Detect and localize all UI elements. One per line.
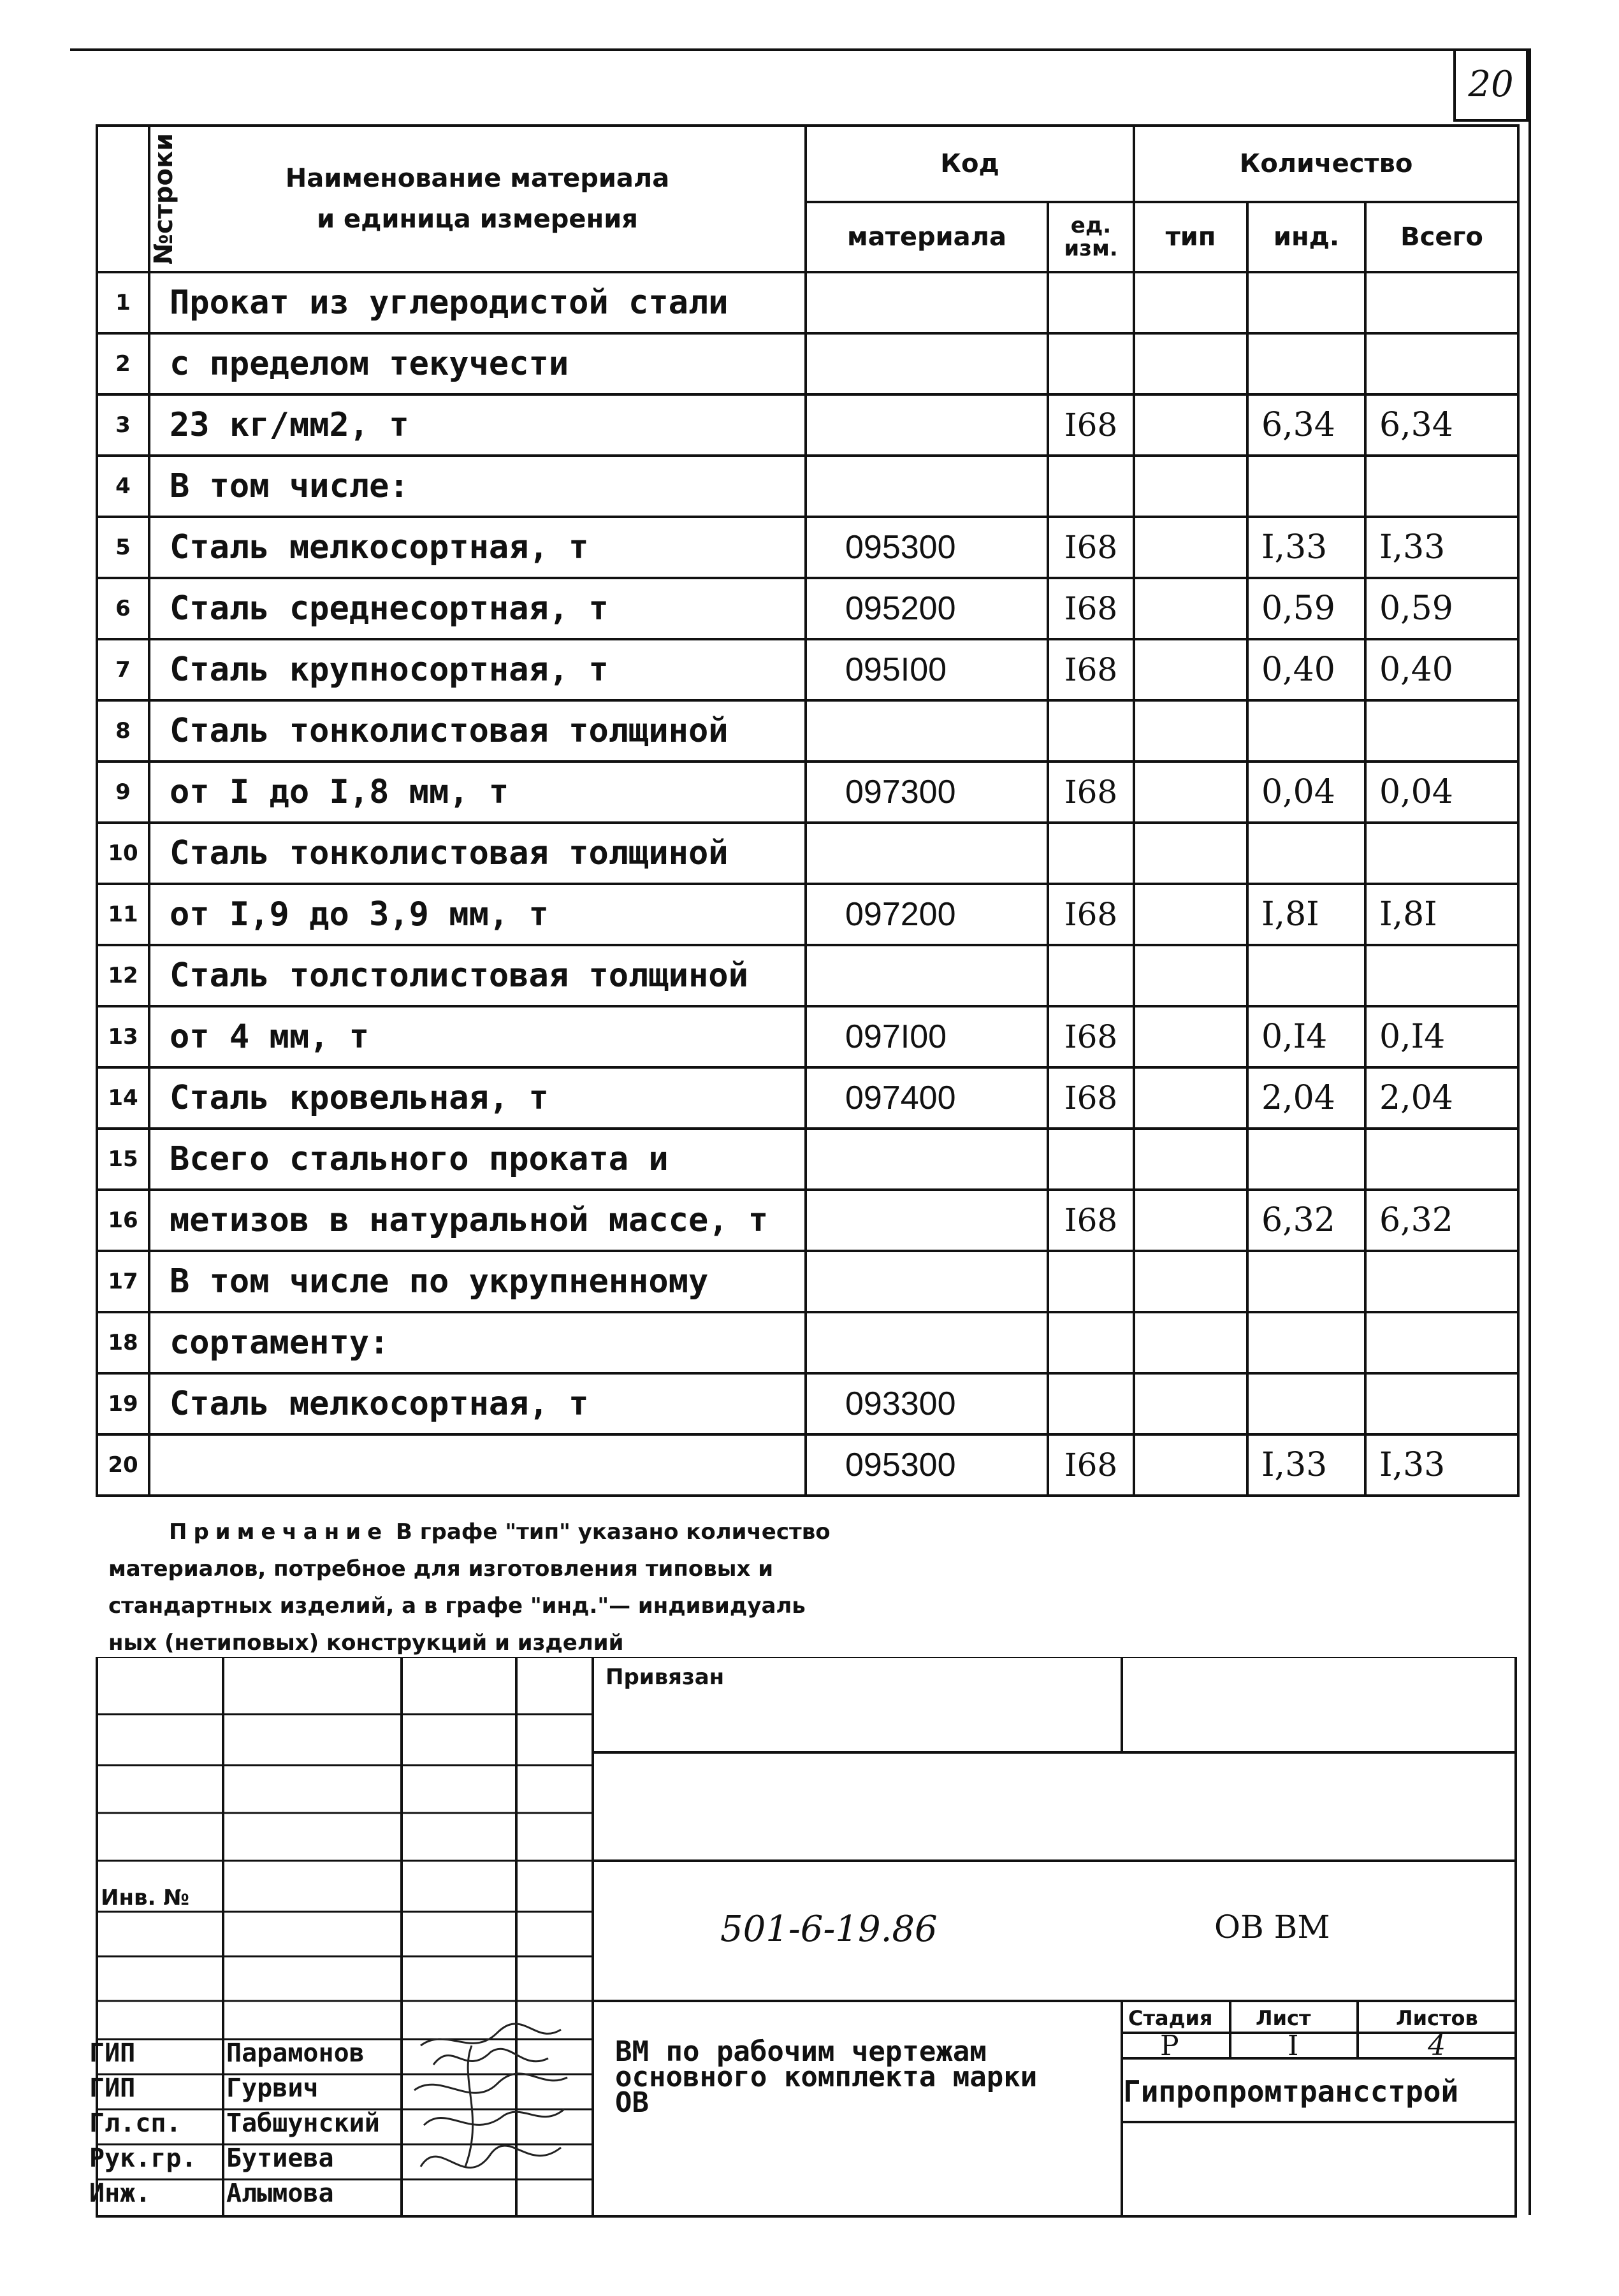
stage-value: Р — [1160, 2030, 1179, 2062]
material-name: от 4 мм, т — [149, 1006, 806, 1067]
document-mark: ОВ ВМ — [1214, 1909, 1330, 1946]
row-number: 10 — [97, 823, 149, 884]
quantity-typ — [1134, 700, 1247, 762]
unit-code: I68 — [1048, 517, 1134, 578]
row-number: 17 — [97, 1251, 149, 1312]
material-name: метизов в натуральной массе, т — [149, 1190, 806, 1251]
sheet-label: Лист — [1256, 2006, 1311, 2030]
unit-code: I68 — [1048, 394, 1134, 456]
quantity-typ — [1134, 1129, 1247, 1190]
quantity-total: 0,04 — [1365, 762, 1518, 823]
quantity-ind: 0,40 — [1247, 639, 1365, 700]
quantity-typ — [1134, 639, 1247, 700]
material-code: 097200 — [806, 884, 1048, 945]
material-name: Сталь мелкосортная, т — [149, 517, 806, 578]
unit-code: I68 — [1048, 1067, 1134, 1129]
quantity-total: 6,32 — [1365, 1190, 1518, 1251]
table-row — [97, 762, 1518, 823]
quantity-ind: I,8I — [1247, 884, 1365, 945]
quantity-typ — [1134, 762, 1247, 823]
name-header: Наименование материала и единица измерения — [149, 126, 806, 272]
ind-header: инд. — [1247, 202, 1365, 272]
inventory-number-label: Инв. № — [101, 1885, 190, 1910]
quantity-total — [1365, 823, 1518, 884]
material-name: от I,9 до 3,9 мм, т — [149, 884, 806, 945]
row-number: 19 — [97, 1373, 149, 1434]
row-number: 2 — [97, 333, 149, 394]
material-code — [806, 700, 1048, 762]
sheet-value: I — [1288, 2030, 1299, 2062]
quantity-total — [1365, 333, 1518, 394]
quantity-typ — [1134, 333, 1247, 394]
material-code-header: материала — [806, 202, 1048, 272]
note — [108, 1513, 1511, 1661]
quantity-typ — [1134, 1251, 1247, 1312]
quantity-ind: I,33 — [1247, 1434, 1365, 1496]
typ-header: тип — [1134, 202, 1247, 272]
unit-code — [1048, 333, 1134, 394]
total-header: Всего — [1365, 202, 1518, 272]
unit-code — [1048, 700, 1134, 762]
document-title-line-3: ОВ — [615, 2086, 649, 2119]
signer-name: Парамонов — [226, 2039, 365, 2068]
row-number: 4 — [97, 456, 149, 517]
row-number: 11 — [97, 884, 149, 945]
material-code — [806, 333, 1048, 394]
table-row — [97, 394, 1518, 456]
material-code — [806, 1251, 1048, 1312]
quantity-ind — [1247, 1312, 1365, 1373]
table-row — [97, 333, 1518, 394]
unit-code — [1048, 272, 1134, 333]
quantity-typ — [1134, 272, 1247, 333]
material-code: 093300 — [806, 1373, 1048, 1434]
document-title-line-2: основного комплекта марки — [615, 2061, 1038, 2093]
unit-code: I68 — [1048, 578, 1134, 639]
row-number: 18 — [97, 1312, 149, 1373]
material-name: 23 кг/мм2, т — [149, 394, 806, 456]
quantity-total — [1365, 272, 1518, 333]
material-name: Сталь тонколистовая толщиной — [149, 700, 806, 762]
quantity-total — [1365, 1251, 1518, 1312]
signer-role: ГИП — [89, 2074, 136, 2103]
material-code — [806, 823, 1048, 884]
material-code: 097400 — [806, 1067, 1048, 1129]
signer-name: Гурвич — [226, 2074, 319, 2103]
material-code: 097I00 — [806, 1006, 1048, 1067]
material-code — [806, 945, 1048, 1006]
unit-code — [1048, 1373, 1134, 1434]
quantity-total — [1365, 1312, 1518, 1373]
table-row — [97, 1006, 1518, 1067]
row-number-header: №строки — [97, 126, 149, 272]
document-title — [615, 2035, 1038, 2119]
row-number: 13 — [97, 1006, 149, 1067]
material-name: Сталь толстолистовая толщиной — [149, 945, 806, 1006]
quantity-typ — [1134, 1434, 1247, 1496]
note-line-2: материалов, потребное для изготовления типовых и — [108, 1556, 774, 1582]
document-number: 501-6-19.86 — [720, 1909, 938, 1950]
quantity-typ — [1134, 517, 1247, 578]
note-line-4: ных (нетиповых) конструкций и изделий — [108, 1630, 624, 1656]
material-name: В том числе по укрупненному — [149, 1251, 806, 1312]
quantity-total — [1365, 456, 1518, 517]
quantity-header: Количество — [1134, 126, 1518, 202]
document-title-line-1: ВМ по рабочим чертежам — [615, 2035, 987, 2068]
quantity-total: 0,I4 — [1365, 1006, 1518, 1067]
quantity-typ — [1134, 945, 1247, 1006]
row-number: 5 — [97, 517, 149, 578]
quantity-ind — [1247, 1251, 1365, 1312]
quantity-total — [1365, 945, 1518, 1006]
unit-code: I68 — [1048, 884, 1134, 945]
quantity-ind: I,33 — [1247, 517, 1365, 578]
material-code — [806, 394, 1048, 456]
quantity-total: 0,59 — [1365, 578, 1518, 639]
frame-top-line — [70, 48, 1530, 51]
quantity-typ — [1134, 1006, 1247, 1067]
material-name: Всего стального проката и — [149, 1129, 806, 1190]
quantity-ind — [1247, 272, 1365, 333]
quantity-total: I,8I — [1365, 884, 1518, 945]
material-code — [806, 456, 1048, 517]
title-block — [89, 1657, 1517, 2218]
material-name: с пределом текучести — [149, 333, 806, 394]
note-line-3: стандартных изделий, а в графе "инд."— индивидуаль — [108, 1593, 806, 1619]
frame-right-line — [1528, 48, 1531, 2215]
material-name: от I до I,8 мм, т — [149, 762, 806, 823]
quantity-typ — [1134, 823, 1247, 884]
row-number: 14 — [97, 1067, 149, 1129]
code-header: Код — [806, 126, 1134, 202]
material-code: 097300 — [806, 762, 1048, 823]
row-number: 20 — [97, 1434, 149, 1496]
quantity-total: 6,34 — [1365, 394, 1518, 456]
organization: Гипропромтрансстрой — [1123, 2074, 1459, 2109]
quantity-ind: 0,04 — [1247, 762, 1365, 823]
unit-code — [1048, 1129, 1134, 1190]
row-number: 6 — [97, 578, 149, 639]
quantity-ind — [1247, 700, 1365, 762]
table-row — [97, 1251, 1518, 1312]
unit-code: I68 — [1048, 1006, 1134, 1067]
quantity-typ — [1134, 578, 1247, 639]
material-name — [149, 1434, 806, 1496]
quantity-ind: 6,34 — [1247, 394, 1365, 456]
table-row — [97, 700, 1518, 762]
material-name: Сталь среднесортная, т — [149, 578, 806, 639]
quantity-total — [1365, 1129, 1518, 1190]
quantity-ind — [1247, 823, 1365, 884]
page-number: 20 — [1468, 64, 1514, 105]
unit-code: I68 — [1048, 1190, 1134, 1251]
quantity-ind — [1247, 1373, 1365, 1434]
unit-code — [1048, 945, 1134, 1006]
quantity-total — [1365, 700, 1518, 762]
unit-header: ед. изм. — [1048, 202, 1134, 272]
quantity-ind — [1247, 945, 1365, 1006]
quantity-ind — [1247, 333, 1365, 394]
material-code — [806, 1312, 1048, 1373]
table-row — [97, 884, 1518, 945]
table-row — [97, 1190, 1518, 1251]
table-row — [97, 823, 1518, 884]
signer-role: Рук.гр. — [89, 2144, 197, 2173]
row-number: 8 — [97, 700, 149, 762]
table-row — [97, 1067, 1518, 1129]
sheets-label: Листов — [1396, 2006, 1478, 2030]
table-row — [97, 272, 1518, 333]
quantity-ind: 0,I4 — [1247, 1006, 1365, 1067]
table-row — [97, 639, 1518, 700]
sheets-value: 4 — [1428, 2030, 1446, 2062]
quantity-typ — [1134, 1067, 1247, 1129]
quantity-typ — [1134, 394, 1247, 456]
quantity-total: I,33 — [1365, 1434, 1518, 1496]
unit-code — [1048, 823, 1134, 884]
stage-label: Стадия — [1128, 2006, 1213, 2030]
material-code — [806, 1129, 1048, 1190]
note-line-1: В графе "тип" указано количество — [395, 1519, 831, 1545]
material-code: 095200 — [806, 578, 1048, 639]
material-code: 095300 — [806, 1434, 1048, 1496]
quantity-total — [1365, 1373, 1518, 1434]
material-name: Сталь кровельная, т — [149, 1067, 806, 1129]
material-name: Прокат из углеродистой стали — [149, 272, 806, 333]
row-number: 12 — [97, 945, 149, 1006]
quantity-ind — [1247, 1129, 1365, 1190]
unit-code: I68 — [1048, 639, 1134, 700]
table-row — [97, 1129, 1518, 1190]
table-row — [97, 1312, 1518, 1373]
quantity-typ — [1134, 1190, 1247, 1251]
material-code: 095I00 — [806, 639, 1048, 700]
signatures-graphic — [395, 2020, 586, 2211]
quantity-total: 0,40 — [1365, 639, 1518, 700]
row-number: 16 — [97, 1190, 149, 1251]
quantity-ind: 6,32 — [1247, 1190, 1365, 1251]
signer-name: Бутиева — [226, 2144, 334, 2173]
material-name: Сталь тонколистовая толщиной — [149, 823, 806, 884]
quantity-typ — [1134, 1312, 1247, 1373]
material-name: В том числе: — [149, 456, 806, 517]
table-row — [97, 1373, 1518, 1434]
table-row — [97, 578, 1518, 639]
quantity-typ — [1134, 456, 1247, 517]
quantity-ind — [1247, 456, 1365, 517]
row-number: 15 — [97, 1129, 149, 1190]
quantity-typ — [1134, 884, 1247, 945]
signer-role: ГИП — [89, 2039, 136, 2068]
note-prefix: Примечание — [169, 1519, 389, 1545]
signer-name: Алымова — [226, 2179, 334, 2208]
quantity-ind: 2,04 — [1247, 1067, 1365, 1129]
signer-name: Табшунский — [226, 2109, 380, 2138]
unit-code — [1048, 1312, 1134, 1373]
unit-code — [1048, 1251, 1134, 1312]
material-code: 095300 — [806, 517, 1048, 578]
table-row — [97, 1434, 1518, 1496]
table-row — [97, 517, 1518, 578]
material-code — [806, 1190, 1048, 1251]
quantity-total: I,33 — [1365, 517, 1518, 578]
material-code — [806, 272, 1048, 333]
privyazan-label: Привязан — [606, 1664, 725, 1690]
signer-role: Инж. — [89, 2179, 151, 2208]
unit-code: I68 — [1048, 1434, 1134, 1496]
material-name: Сталь мелкосортная, т — [149, 1373, 806, 1434]
material-name: Сталь крупносортная, т — [149, 639, 806, 700]
table-row — [97, 456, 1518, 517]
quantity-typ — [1134, 1373, 1247, 1434]
table-row — [97, 945, 1518, 1006]
unit-code — [1048, 456, 1134, 517]
row-number: 7 — [97, 639, 149, 700]
materials-table — [96, 124, 1520, 1497]
material-name: сортаменту: — [149, 1312, 806, 1373]
signer-role: Гл.сп. — [89, 2109, 182, 2138]
row-number: 9 — [97, 762, 149, 823]
row-number: 3 — [97, 394, 149, 456]
row-number: 1 — [97, 272, 149, 333]
quantity-ind: 0,59 — [1247, 578, 1365, 639]
quantity-total: 2,04 — [1365, 1067, 1518, 1129]
unit-code: I68 — [1048, 762, 1134, 823]
